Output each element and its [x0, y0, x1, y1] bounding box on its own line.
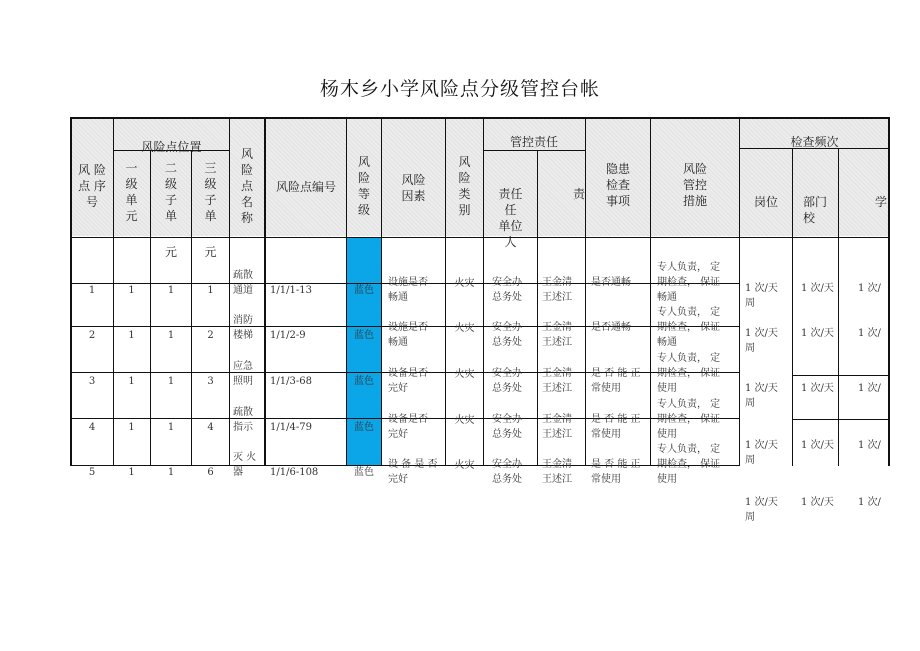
- cell-post: 1 次/天 周: [745, 440, 778, 466]
- cell-category: 火灾: [454, 415, 475, 426]
- cell-measures: 专人负责， 定 期检查， 保证 使用: [657, 353, 721, 394]
- grid-line-header-bottom: [71, 237, 889, 238]
- page-title: 杨木乡小学风险点分级管控台帐: [319, 78, 600, 100]
- cell-unit: 安全办 总务处: [492, 368, 522, 394]
- cell-category: 火灾: [454, 323, 475, 334]
- cell-dept: 1 次/天: [801, 440, 834, 451]
- cell-post: 1 次/天 周: [745, 328, 778, 354]
- grid-col-right: [888, 117, 890, 466]
- cell-unit: 安全办 总务处: [492, 277, 522, 303]
- header-level2-tail: 元: [164, 245, 177, 259]
- header-hazard: 隐患 检查 事项: [605, 162, 630, 208]
- grid-line-resp-sub: [483, 150, 585, 151]
- cell-person: 王金清 王述江: [542, 459, 572, 485]
- cell-l3: 2: [207, 330, 214, 341]
- cell-school: 1 次/: [858, 283, 881, 294]
- cell-grade: 蓝色: [354, 467, 374, 478]
- header-name: 风 险 点 名 称: [240, 147, 253, 225]
- cell-l2: 1: [167, 376, 175, 387]
- cell-name: 消防 楼梯: [233, 315, 253, 341]
- cell-l2: 1: [167, 422, 175, 433]
- cell-l2: 1: [167, 330, 175, 341]
- cell-name: 疏散 通道: [233, 270, 253, 296]
- cell-l3: 1: [207, 285, 214, 296]
- header-responsibility: 管控责任: [509, 135, 558, 149]
- cell-measures: 专人负责， 定 期检查， 保证 畅通: [657, 307, 721, 348]
- header-category: 风 险 类 别: [458, 155, 471, 217]
- cell-l1: 1: [128, 285, 135, 296]
- cell-dept: 1 次/天: [801, 497, 834, 508]
- cell-post: 1 次/天 周: [745, 283, 778, 309]
- cell-school: 1 次/: [858, 383, 881, 394]
- cell-code: 1/1/6-108: [270, 467, 319, 478]
- header-level3: 三 级 子 单: [204, 161, 217, 223]
- cell-hazard: 是 否 能 正 常使用: [591, 414, 641, 440]
- cell-unit: 安全办 总务处: [492, 459, 522, 485]
- header-factor: 风险 因素: [401, 173, 426, 203]
- cell-seq: 1: [88, 285, 96, 296]
- cell-hazard: 是 否 能 正 常使用: [591, 368, 641, 394]
- grid-line-freq-a: [792, 375, 889, 376]
- grid-line-top: [71, 117, 889, 119]
- cell-category: 火灾: [454, 278, 475, 289]
- cell-person: 王金清 王述江: [542, 277, 572, 303]
- cell-measures: 专人负责， 定 期检查， 保证 使用: [657, 444, 721, 485]
- cell-school: 1 次/: [858, 497, 881, 508]
- header-frequency: 检查频次: [790, 135, 839, 149]
- cell-grade: 蓝色: [354, 330, 374, 341]
- cell-factor: 设施是否 畅通: [388, 277, 428, 303]
- grid-col-5: [264, 117, 266, 466]
- cell-l1: 1: [128, 422, 135, 433]
- cell-grade: 蓝色: [354, 285, 374, 296]
- cell-school: 1 次/: [858, 440, 881, 451]
- cell-hazard: 是 否 能 正 常使用: [591, 459, 641, 485]
- cell-factor: 设备是否 完好: [388, 414, 428, 440]
- grid-col-7: [381, 117, 382, 466]
- cell-person: 王金清 王述江: [542, 322, 572, 348]
- header-resp-person: 责: [572, 187, 585, 201]
- grid-col-13: [739, 117, 740, 466]
- header-level3-tail: 元: [204, 245, 217, 259]
- cell-dept: 1 次/天: [801, 283, 834, 294]
- cell-measures: 专人负责， 定 期检查， 保证 使用: [657, 399, 721, 440]
- grid-col-9: [483, 117, 484, 466]
- cell-l3: 4: [207, 422, 214, 433]
- cell-l1: 1: [128, 376, 135, 387]
- cell-dept: 1 次/天: [801, 328, 834, 339]
- cell-grade: 蓝色: [354, 422, 374, 433]
- header-resp-unit: 责任 任 单位 人: [498, 187, 523, 249]
- cell-unit: 安全办 总务处: [492, 414, 522, 440]
- header-school: 学: [874, 195, 887, 209]
- cell-dept: 1 次/天: [801, 383, 834, 394]
- cell-seq: 3: [88, 376, 96, 387]
- cell-code: 1/1/1-13: [270, 285, 312, 296]
- cell-factor: 设 备 是 否 完好: [388, 459, 438, 485]
- cell-factor: 设施是否 畅通: [388, 322, 428, 348]
- cell-post: 1 次/天 周: [745, 383, 778, 409]
- header-code: 风险点编号: [275, 180, 336, 194]
- cell-post: 1 次/天 周: [745, 497, 778, 523]
- cell-l3: 3: [207, 376, 214, 387]
- cell-l1: 1: [128, 330, 135, 341]
- cell-measures: 专人负责， 定 期检查， 保证 畅通: [657, 262, 721, 303]
- cell-code: 1/1/4-79: [270, 422, 312, 433]
- cell-code: 1/1/2-9: [270, 330, 306, 341]
- cell-school: 1 次/: [858, 328, 881, 339]
- header-grade: 风 险 等 级: [357, 155, 370, 217]
- cell-name: 疏散 指示: [233, 407, 253, 433]
- cell-seq: 5: [88, 467, 96, 478]
- cell-person: 王金清 王述江: [542, 368, 572, 394]
- cell-person: 王金清 王述江: [542, 414, 572, 440]
- header-measures: 风险 管控 措施: [682, 162, 707, 208]
- cell-name: 灭 火 器: [233, 452, 257, 478]
- cell-l2: 1: [167, 285, 175, 296]
- cell-seq: 2: [88, 330, 96, 341]
- cell-hazard: 是否通畅: [591, 277, 631, 288]
- header-level1: 一 级 单 元: [125, 161, 138, 223]
- cell-seq: 4: [88, 422, 96, 433]
- cell-grade: 蓝色: [354, 376, 374, 387]
- cell-code: 1/1/3-68: [270, 376, 312, 387]
- header-dept: 部门 校: [803, 195, 828, 225]
- header-level2: 二 级 子 单: [164, 161, 177, 223]
- cell-category: 火灾: [454, 460, 475, 471]
- cell-l1: 1: [128, 467, 135, 478]
- header-post: 岗位: [753, 195, 778, 209]
- grid-line-freq-b: [792, 419, 889, 420]
- cell-factor: 设备是否 完好: [388, 368, 428, 394]
- header-seq: 风 险 点 序 号: [78, 163, 106, 209]
- cell-category: 火灾: [454, 369, 475, 380]
- cell-name: 应急 照明: [233, 361, 253, 387]
- header-location: 风险点位置: [141, 140, 202, 154]
- cell-hazard: 是否通畅: [591, 322, 631, 333]
- cell-unit: 安全办 总务处: [492, 322, 522, 348]
- cell-l3: 6: [207, 467, 214, 478]
- cell-l2: 1: [167, 467, 175, 478]
